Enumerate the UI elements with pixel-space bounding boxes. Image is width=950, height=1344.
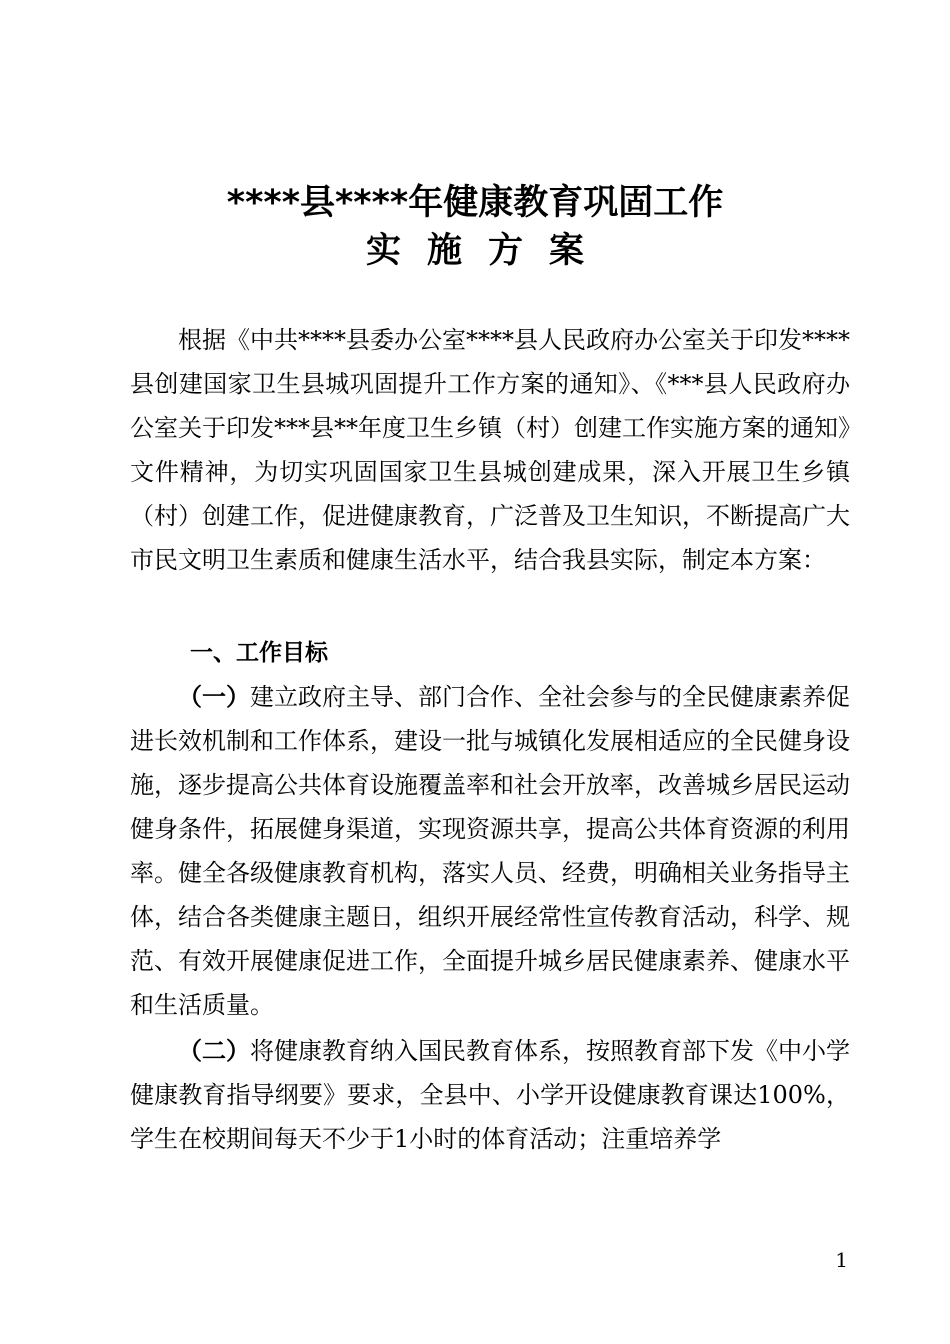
intro-paragraph <box>130 318 850 582</box>
goal-item-1 <box>130 675 850 1027</box>
goal-item-2 <box>130 1029 850 1161</box>
page-number: 1 <box>835 1248 848 1272</box>
document-title-line-1: ****县****年健康教育巩固工作 <box>226 183 724 223</box>
item-2-marker: （二） <box>178 1037 250 1065</box>
intro-text: 根据《中共****县委办公室****县人民政府办公室关于印发****县创建国家卫生县城巩固提升工作方案的通知》、《***县人民政府办公室关于印发***县**年度卫生乡镇（村）创建工作实施方案的通知》文件精神，为切实巩固国家卫生县城创建成果，深入开展卫生乡镇（村）创建工作，促进健康教育，广泛普及卫生知识，不断提高广大市民文明卫生素质和健康生活水平，结合我县实际，制定本方案： <box>130 326 850 574</box>
item-2-text: 将健康教育纳入国民教育体系，按照教育部下发《中小学健康教育指导纲要》要求，全县中、小学开设健康教育课达100%，学生在校期间每天不少于1小时的体育活动；注重培养学 <box>130 1037 850 1153</box>
document-title-line-2: 实施方案 <box>365 231 610 271</box>
item-1-text: 建立政府主导、部门合作、全社会参与的全民健康素养促进长效机制和工作体系，建设一批与城镇化发展相适应的全民健身设施，逐步提高公共体育设施覆盖率和社会开放率，改善城乡居民运动健身条件，拓展健身渠道，实现资源共享，提高公共体育资源的利用率。健全各级健康教育机构，落实人员、经费，明确相关业务指导主体，结合各类健康主题日，组织开展经常性宣传教育活动，科学、规范、有效开展健康促进工作，全面提升城乡居民健康素养、健康水平和生活质量。 <box>130 683 850 1019</box>
item-1-marker: （一） <box>178 683 250 711</box>
section-heading-work-goals: 一、工作目标 <box>190 640 328 666</box>
